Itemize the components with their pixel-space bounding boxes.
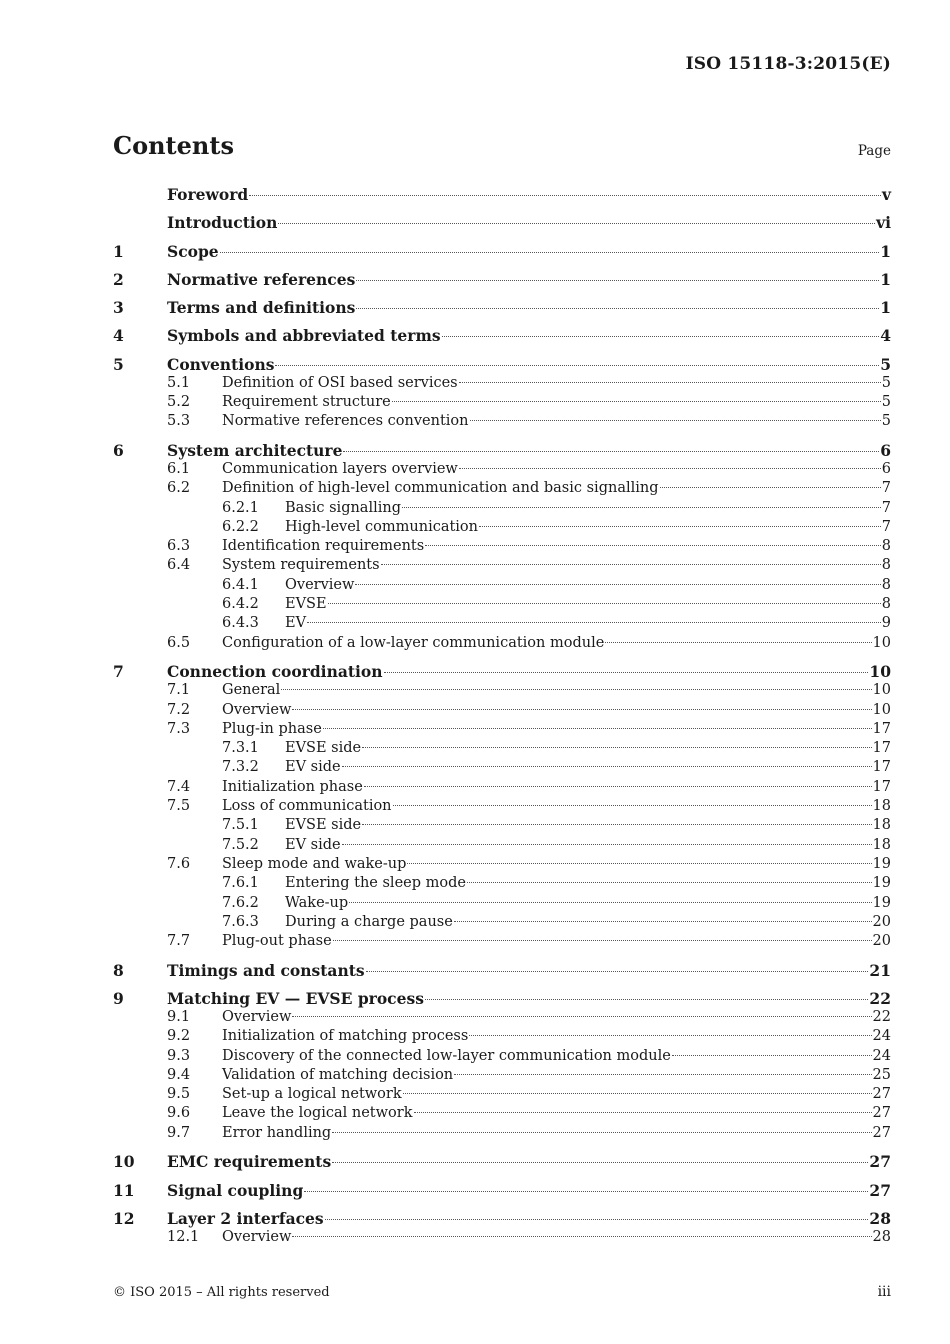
toc-dot-leader <box>425 545 881 546</box>
toc-entry-title[interactable]: EV side <box>285 836 341 853</box>
toc-entry-number: 6.4.2 <box>222 596 259 613</box>
toc-entry-title[interactable]: Wake-up <box>285 894 349 911</box>
toc-entry[interactable] <box>113 778 891 797</box>
toc-entry-page[interactable]: 8 <box>881 596 891 613</box>
toc-dot-leader <box>459 382 881 383</box>
toc-entry-page[interactable]: 5 <box>881 394 891 411</box>
toc-entry-number: 12.1 <box>167 1228 200 1245</box>
toc-entry-title[interactable]: Error handling <box>222 1124 332 1141</box>
toc-dot-leader <box>325 1219 869 1220</box>
toc-entry[interactable] <box>113 1008 891 1027</box>
toc-entry-page[interactable]: 7 <box>881 499 891 516</box>
toc-entry[interactable] <box>113 720 891 739</box>
toc-entry-number: 7.5.1 <box>222 817 259 834</box>
toc-entry-title[interactable]: Discovery of the connected low-layer communication module <box>222 1047 671 1064</box>
toc-entry-page[interactable]: 19 <box>872 875 891 892</box>
toc-entry[interactable] <box>113 961 891 980</box>
toc-entry-page[interactable]: 19 <box>872 894 891 911</box>
toc-entry-title[interactable]: Initialization of matching process <box>222 1028 469 1045</box>
toc-entry[interactable] <box>113 326 891 345</box>
toc-entry-page[interactable]: 20 <box>872 913 891 930</box>
toc-dot-leader <box>343 451 879 452</box>
toc-entry-title[interactable]: Foreword <box>167 185 249 204</box>
toc-entry-number: 12 <box>113 1208 135 1228</box>
toc-entry-page[interactable]: 27 <box>869 1152 891 1172</box>
toc-entry-page[interactable]: 27 <box>872 1086 891 1103</box>
toc-entry[interactable] <box>113 556 891 575</box>
document-id: ISO 15118-3:2015(E) <box>685 54 891 74</box>
toc-dot-leader <box>342 844 872 845</box>
toc-entry-number: 7.5 <box>167 798 191 815</box>
toc-entry-number: 5.1 <box>167 374 191 391</box>
toc-entry[interactable] <box>113 1104 891 1123</box>
toc-entry-page[interactable]: 22 <box>869 988 891 1008</box>
toc-entry[interactable] <box>113 479 891 498</box>
toc-dot-leader <box>442 336 880 337</box>
toc-entry-number: 9.6 <box>167 1105 191 1122</box>
page-column-label: Page <box>857 143 891 159</box>
toc-entry-page[interactable]: 18 <box>872 836 891 853</box>
toc-entry-title[interactable]: Identification requirements <box>222 538 425 555</box>
toc-dot-leader <box>323 728 872 729</box>
toc-dot-leader <box>356 308 879 309</box>
toc-entry-page[interactable]: 6 <box>881 460 891 477</box>
toc-entry-title[interactable]: Matching EV — EVSE process <box>167 988 424 1008</box>
toc-entry-number: 7.3.1 <box>222 740 259 757</box>
toc-entry-title[interactable]: High-level communication <box>285 518 479 535</box>
toc-entry-title[interactable]: Overview <box>222 1228 292 1245</box>
toc-entry[interactable] <box>113 393 891 412</box>
toc-entry[interactable] <box>113 1047 891 1066</box>
toc-entry-title[interactable]: EVSE <box>285 596 327 613</box>
toc-dot-leader <box>362 824 871 825</box>
toc-entry-number: 6.4.1 <box>222 576 259 593</box>
toc-entry[interactable] <box>113 634 891 653</box>
toc-entry[interactable] <box>113 816 891 835</box>
toc-dot-leader <box>292 709 871 710</box>
toc-dot-leader <box>307 622 881 623</box>
toc-entry-page[interactable]: 1 <box>880 269 891 289</box>
toc-dot-leader <box>393 805 872 806</box>
toc-entry[interactable] <box>113 576 891 595</box>
toc-entry-title[interactable]: EV <box>285 615 307 632</box>
toc-dot-leader <box>479 526 881 527</box>
toc-entry-title[interactable]: Conventions <box>167 354 275 374</box>
toc-entry-page[interactable]: 24 <box>872 1047 891 1064</box>
toc-dot-leader <box>660 487 881 488</box>
toc-entry-title[interactable]: Loss of communication <box>222 798 392 815</box>
toc-entry-title[interactable]: System architecture <box>167 440 343 460</box>
toc-dot-leader <box>414 1112 872 1113</box>
toc-dot-leader <box>384 672 869 673</box>
toc-entry-page[interactable]: v <box>881 185 891 204</box>
toc-entry[interactable] <box>113 855 891 874</box>
toc-entry-page[interactable]: 28 <box>872 1228 891 1245</box>
toc-entry[interactable] <box>113 739 891 758</box>
toc-entry-number: 11 <box>113 1180 135 1200</box>
toc-dot-leader <box>292 1016 871 1017</box>
toc-entry-number: 6 <box>113 440 124 460</box>
toc-dot-leader <box>402 507 881 508</box>
toc-entry-number: 10 <box>113 1152 135 1172</box>
toc-entry-page[interactable]: 28 <box>869 1208 891 1228</box>
toc-entry[interactable] <box>113 1124 891 1143</box>
toc-entry-number: 7.6 <box>167 855 191 872</box>
toc-entry-page[interactable]: 17 <box>872 778 891 795</box>
toc-entry[interactable] <box>113 1209 891 1228</box>
toc-entry-title[interactable]: Connection coordination <box>167 662 383 682</box>
toc-dot-leader <box>362 747 871 748</box>
toc-entry[interactable] <box>113 213 891 232</box>
toc-entry-number: 7.2 <box>167 701 191 718</box>
toc-entry[interactable] <box>113 355 891 374</box>
toc-entry[interactable] <box>113 1228 891 1247</box>
toc-entry-page[interactable]: 21 <box>869 960 891 980</box>
toc-entry-title[interactable]: Timings and constants <box>167 960 365 980</box>
toc-entry-number: 6.5 <box>167 634 191 651</box>
toc-entry-title[interactable]: Normative references <box>167 269 356 289</box>
toc-dot-leader <box>292 1236 871 1237</box>
toc-entry-page[interactable]: 27 <box>872 1124 891 1141</box>
toc-dot-leader <box>332 1162 868 1163</box>
toc-dot-leader <box>407 863 871 864</box>
toc-entry[interactable] <box>113 499 891 518</box>
toc-entry[interactable] <box>113 1181 891 1200</box>
toc-entry-title[interactable]: Overview <box>222 701 292 718</box>
toc-entry-title[interactable]: Configuration of a low-layer communication module <box>222 634 605 651</box>
toc-entry[interactable] <box>113 989 891 1008</box>
toc-entry-number: 7 <box>113 662 124 682</box>
toc-entry-title[interactable]: General <box>222 682 281 699</box>
toc-dot-leader <box>220 252 880 253</box>
toc-dot-leader <box>278 223 875 224</box>
toc-entry-number: 7.7 <box>167 933 191 950</box>
toc-entry-page[interactable]: 18 <box>872 817 891 834</box>
toc-entry-title[interactable]: Requirement structure <box>222 394 391 411</box>
toc-entry[interactable] <box>113 701 891 720</box>
toc-dot-leader <box>392 401 881 402</box>
toc-entry-title[interactable]: Layer 2 interfaces <box>167 1208 324 1228</box>
toc-entry-title[interactable]: Symbols and abbreviated terms <box>167 326 441 346</box>
toc-entry[interactable] <box>113 913 891 932</box>
toc-dot-leader <box>672 1055 872 1056</box>
toc-entry-number: 5 <box>113 354 124 374</box>
toc-entry[interactable] <box>113 681 891 700</box>
toc-entry-page[interactable]: 10 <box>869 662 891 682</box>
toc-dot-leader <box>349 902 871 903</box>
toc-dot-leader <box>333 940 872 941</box>
toc-entry[interactable] <box>113 441 891 460</box>
toc-dot-leader <box>364 786 872 787</box>
toc-entry-page[interactable]: 10 <box>872 682 891 699</box>
toc-entry[interactable] <box>113 518 891 537</box>
toc-dot-leader <box>459 468 881 469</box>
toc-entry-title[interactable]: Set-up a logical network <box>222 1086 402 1103</box>
toc-entry-title[interactable]: Normative references convention <box>222 413 469 430</box>
toc-entry-title[interactable]: Initialization phase <box>222 778 363 795</box>
toc-dot-leader <box>470 420 881 421</box>
toc-entry-number: 2 <box>113 269 124 289</box>
toc-entry-number: 9.2 <box>167 1028 191 1045</box>
footer-copyright: © ISO 2015 – All rights reserved <box>113 1285 330 1300</box>
toc-entry-page[interactable]: 7 <box>881 480 891 497</box>
toc-entry-number: 5.2 <box>167 394 191 411</box>
toc-entry-number: 4 <box>113 326 124 346</box>
toc-entry-page[interactable]: 7 <box>881 518 891 535</box>
toc-entry-number: 6.2 <box>167 480 191 497</box>
toc-dot-leader <box>332 1132 871 1133</box>
toc-entry-title[interactable]: Definition of high-level communication and basic signalling <box>222 480 659 497</box>
toc-entry-page[interactable]: 8 <box>881 576 891 593</box>
toc-entry-page[interactable]: 10 <box>872 634 891 651</box>
toc-dot-leader <box>454 1074 871 1075</box>
toc-entry-number: 6.4 <box>167 557 191 574</box>
toc-entry-title[interactable]: Entering the sleep mode <box>285 875 466 892</box>
toc-entry-number: 6.3 <box>167 538 191 555</box>
footer-page-number: iii <box>877 1284 891 1300</box>
toc-entry-title[interactable]: Basic signalling <box>285 499 401 516</box>
toc-entry-page[interactable]: 20 <box>872 933 891 950</box>
toc-entry[interactable] <box>113 460 891 479</box>
toc-entry[interactable] <box>113 374 891 393</box>
toc-entry-title[interactable]: Leave the logical network <box>222 1105 413 1122</box>
toc-entry-title[interactable]: Communication layers overview <box>222 460 458 477</box>
toc-entry[interactable] <box>113 797 891 816</box>
toc-entry-page[interactable]: 27 <box>869 1180 891 1200</box>
toc-dot-leader <box>454 921 872 922</box>
toc-entry-page[interactable]: 22 <box>872 1008 891 1025</box>
toc-dot-leader <box>342 766 872 767</box>
page-title: Contents <box>113 131 234 160</box>
toc-entry-number: 9 <box>113 988 124 1008</box>
toc-dot-leader <box>355 584 880 585</box>
toc-entry-page[interactable]: 10 <box>872 701 891 718</box>
toc-entry-page[interactable]: 17 <box>872 720 891 737</box>
toc-entry-page[interactable]: 5 <box>881 374 891 391</box>
toc-entry-title[interactable]: Plug-out phase <box>222 933 332 950</box>
toc-entry-page[interactable]: 8 <box>881 557 891 574</box>
toc-entry-title[interactable]: Signal coupling <box>167 1180 304 1200</box>
toc-entry-page[interactable]: 8 <box>881 538 891 555</box>
toc-dot-leader <box>467 882 872 883</box>
toc-entry-title[interactable]: Validation of matching decision <box>222 1066 454 1083</box>
toc-entry-number: 7.3.2 <box>222 759 259 776</box>
toc-entry-number: 3 <box>113 298 124 318</box>
toc-entry-page[interactable]: 17 <box>872 740 891 757</box>
toc-entry[interactable] <box>113 836 891 855</box>
toc-entry[interactable] <box>113 185 891 204</box>
toc-entry-number: 7.6.1 <box>222 875 259 892</box>
toc-entry-page[interactable]: 6 <box>880 440 891 460</box>
toc-entry[interactable] <box>113 1085 891 1104</box>
toc-entry[interactable] <box>113 874 891 893</box>
toc-dot-leader <box>249 195 881 196</box>
toc-entry-number: 7.3 <box>167 720 191 737</box>
toc-dot-leader <box>425 999 868 1000</box>
toc-entry-number: 6.2.1 <box>222 499 259 516</box>
toc-entry-title[interactable]: System requirements <box>222 557 380 574</box>
toc-entry[interactable] <box>113 614 891 633</box>
toc-entry-title[interactable]: Scope <box>167 241 219 261</box>
toc-entry[interactable] <box>113 758 891 777</box>
toc-entry-page[interactable]: vi <box>876 213 891 233</box>
toc-entry-page[interactable]: 24 <box>872 1028 891 1045</box>
toc-entry-page[interactable]: 9 <box>881 615 891 632</box>
toc-dot-leader <box>281 689 871 690</box>
toc-entry-title[interactable]: Sleep mode and wake-up <box>222 855 407 872</box>
toc-entry-title[interactable]: Plug-in phase <box>222 720 322 737</box>
toc-entry-number: 9.4 <box>167 1066 191 1083</box>
toc-entry[interactable] <box>113 894 891 913</box>
toc-dot-leader <box>403 1093 872 1094</box>
toc-entry-number: 1 <box>113 241 124 261</box>
table-of-contents <box>113 185 891 1247</box>
toc-entry-number: 6.1 <box>167 460 191 477</box>
toc-entry[interactable] <box>113 242 891 261</box>
toc-entry-number: 8 <box>113 960 124 980</box>
toc-entry[interactable] <box>113 595 891 614</box>
toc-dot-leader <box>356 280 879 281</box>
toc-dot-leader <box>275 365 879 366</box>
toc-entry-title[interactable]: EV side <box>285 759 341 776</box>
toc-entry[interactable] <box>113 298 891 317</box>
toc-entry-page[interactable]: 1 <box>880 298 891 318</box>
toc-entry[interactable] <box>113 1152 891 1171</box>
toc-entry-number: 9.7 <box>167 1124 191 1141</box>
toc-entry-title[interactable]: Overview <box>285 576 355 593</box>
toc-entry-page[interactable]: 19 <box>872 855 891 872</box>
toc-entry[interactable] <box>113 537 891 556</box>
toc-entry-page[interactable]: 27 <box>872 1105 891 1122</box>
toc-dot-leader <box>381 564 881 565</box>
toc-entry-number: 5.3 <box>167 413 191 430</box>
toc-dot-leader <box>605 642 871 643</box>
toc-entry[interactable] <box>113 1066 891 1085</box>
toc-entry-title[interactable]: EMC requirements <box>167 1152 332 1172</box>
toc-dot-leader <box>328 603 881 604</box>
toc-entry[interactable] <box>113 412 891 431</box>
toc-entry-number: 7.5.2 <box>222 836 259 853</box>
toc-entry[interactable] <box>113 662 891 681</box>
toc-entry[interactable] <box>113 1027 891 1046</box>
toc-entry-page[interactable]: 17 <box>872 759 891 776</box>
toc-entry[interactable] <box>113 932 891 951</box>
toc-entry-title[interactable]: EVSE side <box>285 817 362 834</box>
toc-dot-leader <box>304 1191 868 1192</box>
toc-entry-number: 6.2.2 <box>222 518 259 535</box>
toc-entry-page[interactable]: 18 <box>872 798 891 815</box>
toc-entry-page[interactable]: 5 <box>881 413 891 430</box>
toc-entry-page[interactable]: 4 <box>880 326 891 346</box>
toc-entry-number: 9.5 <box>167 1086 191 1103</box>
toc-entry-number: 7.6.2 <box>222 894 259 911</box>
toc-entry[interactable] <box>113 270 891 289</box>
toc-entry-title[interactable]: Introduction <box>167 213 278 233</box>
toc-entry-title[interactable]: EVSE side <box>285 740 362 757</box>
toc-entry-number: 7.1 <box>167 682 191 699</box>
toc-entry-number: 7.6.3 <box>222 913 259 930</box>
toc-entry-page[interactable]: 5 <box>880 354 891 374</box>
toc-entry-number: 6.4.3 <box>222 615 259 632</box>
toc-dot-leader <box>366 971 869 972</box>
toc-entry-page[interactable]: 1 <box>880 241 891 261</box>
toc-entry-title[interactable]: Terms and definitions <box>167 298 356 318</box>
toc-entry-number: 9.1 <box>167 1008 191 1025</box>
toc-entry-number: 9.3 <box>167 1047 191 1064</box>
toc-entry-title[interactable]: During a charge pause <box>285 913 453 930</box>
toc-entry-page[interactable]: 25 <box>872 1066 891 1083</box>
toc-entry-number: 7.4 <box>167 778 191 795</box>
toc-entry-title[interactable]: Overview <box>222 1008 292 1025</box>
toc-entry-title[interactable]: Definition of OSI based services <box>222 374 458 391</box>
toc-dot-leader <box>469 1035 871 1036</box>
